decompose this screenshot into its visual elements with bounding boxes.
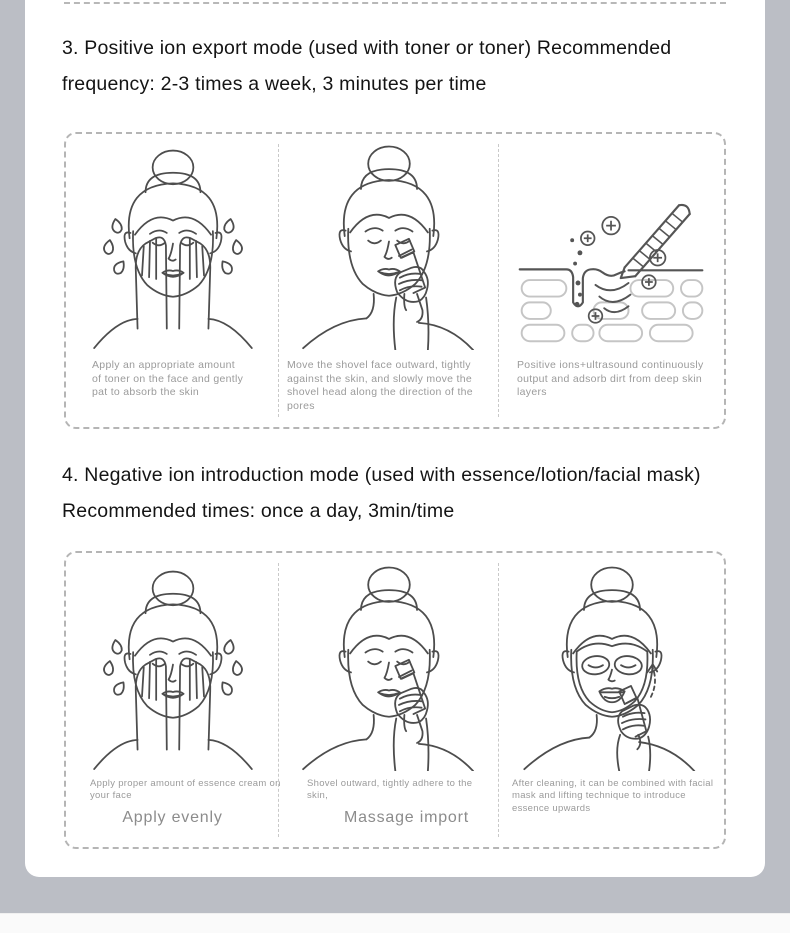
column-divider — [278, 144, 279, 417]
step-label: Apply evenly — [122, 808, 223, 826]
section4-steps-frame — [64, 551, 726, 849]
step-ion-ultrasound — [499, 134, 724, 427]
washing-face-icon — [80, 146, 266, 350]
device-on-face-icon — [294, 142, 484, 350]
step-apply-toner — [66, 134, 279, 427]
column-divider — [498, 563, 499, 837]
content-card — [25, 0, 765, 877]
step-massage-import — [279, 553, 499, 847]
step-apply-essence — [66, 553, 279, 847]
section4-heading-line2: Recommended times: once a day, 3min/time — [62, 500, 455, 522]
section3-heading-line1: 3. Positive ion export mode (used with toner or toner) Recommended — [62, 37, 672, 59]
step-mask-lifting — [499, 553, 724, 847]
washing-face-icon — [80, 567, 266, 771]
mask-face-device-icon — [517, 563, 707, 771]
device-on-face-icon — [294, 563, 484, 771]
skin-ion-diagram-icon — [510, 180, 714, 350]
column-divider — [278, 563, 279, 837]
step-caption: Positive ions+ultrasound continuously output and adsorb dirt from deep skin layers — [517, 359, 704, 399]
section4-heading-line1: 4. Negative ion introduction mode (used with essence/lotion/facial mask) — [62, 464, 701, 486]
section3-heading-line2: frequency: 2-3 times a week, 3 minutes per time — [62, 73, 487, 95]
step-move-shovel — [279, 134, 499, 427]
previous-frame-border — [64, 2, 726, 4]
column-divider — [498, 144, 499, 417]
step-caption: Move the shovel face outward, tightly against the skin, and slowly move the shovel head along the direction of the pores — [287, 359, 473, 412]
section3-heading — [62, 30, 728, 102]
section4-heading — [62, 457, 728, 529]
step-caption: Shovel outward, tightly adhere to the skin, — [307, 778, 473, 802]
page-footer-strip — [0, 913, 790, 933]
step-caption: Apply proper amount of essence cream on your face — [90, 778, 281, 802]
step-label: Massage import — [343, 808, 469, 826]
section3-steps-frame — [64, 132, 726, 429]
step-caption: Apply an appropriate amount of toner on the face and gently pat to absorb the skin — [92, 359, 244, 399]
step-caption: After cleaning, it can be combined with facial mask and lifting technique to introduce essence upwards — [512, 778, 714, 814]
